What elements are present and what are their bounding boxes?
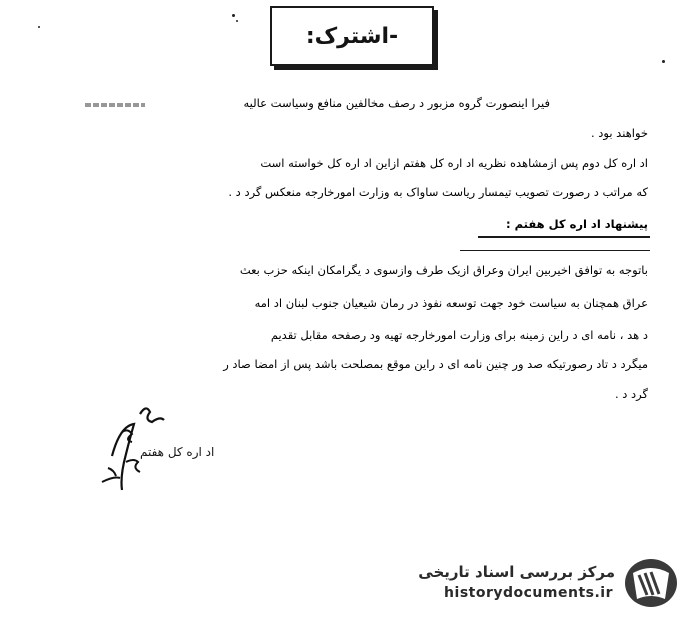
proposal-line-4: میگرد د تاد رصورتیکه صد ور چنین نامه ای د راین موقع بمصلحت باشد پس از امضا صاد ر [223,357,648,371]
stamp-text: -اشترک: [305,23,399,49]
watermark-title: مرکز بررسی اسناد تاریخی [418,563,615,581]
watermark-url: historydocuments.ir [444,585,613,601]
ink-speck [236,20,238,22]
heading-underline [478,236,650,238]
proposal-line-1: باتوجه به توافق اخیربین ایران وعراق ازیک طرف وازسوی د یگرامکان اینکه حزب بعث [239,263,648,277]
ink-speck [232,14,235,17]
body-line-4: که مراتب د رصورت تصویب تیمسار ریاست ساواک به وزارت امورخارجه منعکس گرد د . [228,185,648,199]
ink-speck [38,26,40,28]
proposal-line-2: عراق همچنان به سیاست خود جهت توسعه نفوذ در رمان شیعیان جنوب لبنان اد امه [254,296,648,310]
ink-speck [662,60,665,63]
section-rule [460,250,650,251]
body-line-1: فیرا اینصورت گروه مزبور د رصف مخالفین منافع وسیاست عالیه [243,96,550,110]
redacted-text [85,103,145,107]
office-signature: اد اره کل هفتم [140,445,215,459]
body-line-3: اد اره کل دوم پس ازمشاهده نظریه اد اره کل هفتم ازاین اد اره کل خواسته است [260,156,648,170]
proposal-line-3: د هد ، نامه ای د راین زمینه برای وزارت امورخارجه تهیه ود رصفحه مقابل تقدیم [270,328,648,342]
body-line-2: خواهند بود . [590,126,648,140]
handwritten-signature [92,396,202,496]
proposal-heading: پیشنهاد اد اره کل هفتم : [506,217,648,231]
proposal-line-5: گرد د . [614,387,648,401]
stamp-box [270,6,434,66]
archive-logo-icon [623,557,679,609]
archive-watermark [400,555,685,610]
